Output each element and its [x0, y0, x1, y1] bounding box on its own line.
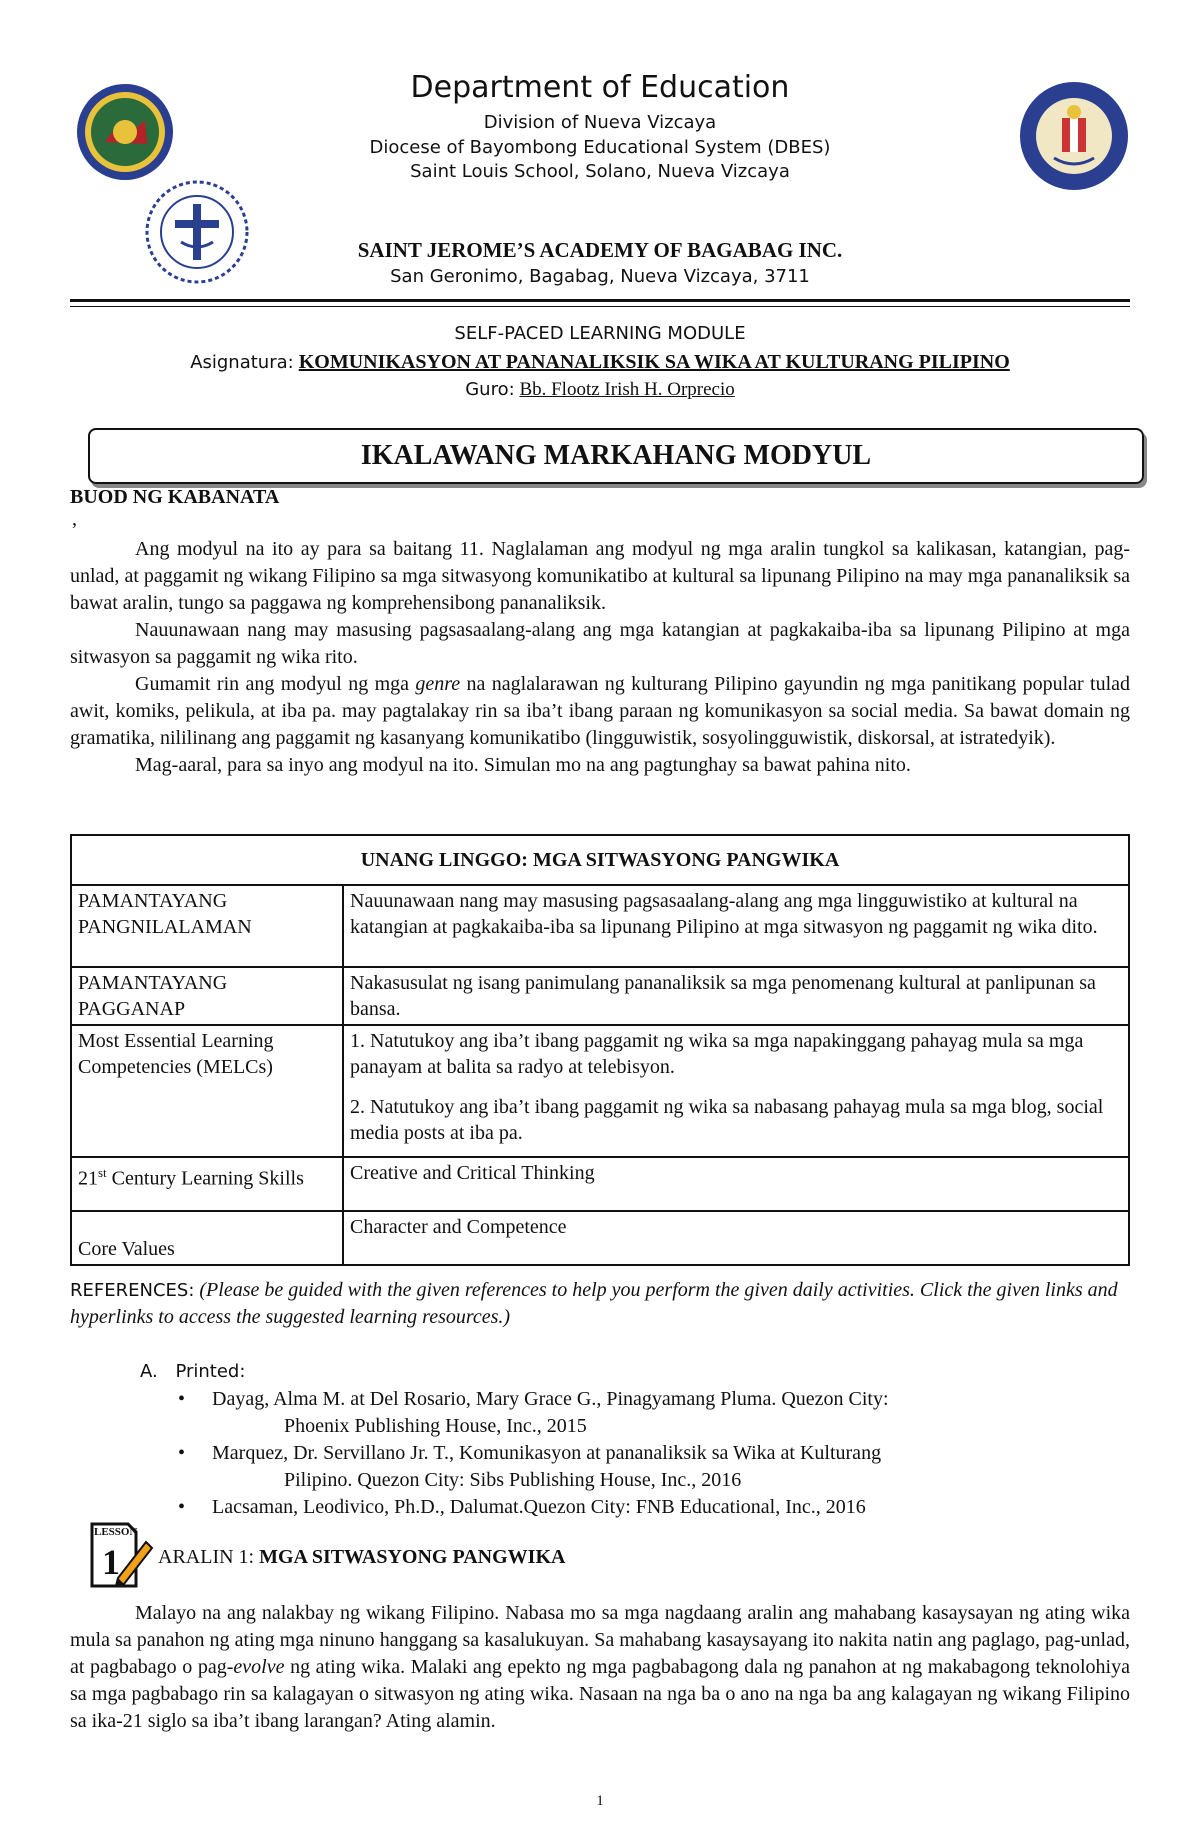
row-label-sup: st [98, 1165, 107, 1180]
summary-p3-a: Gumamit rin ang modyul ng mga [135, 673, 416, 695]
lesson-prefix: ARALIN 1: [158, 1546, 260, 1568]
banner-title: IKALAWANG MARKAHANG MODYUL [360, 440, 872, 471]
module-type: SELF-PACED LEARNING MODULE [454, 323, 746, 344]
competency-table [70, 834, 1130, 1266]
lesson-badge-number: 1 [102, 1542, 120, 1582]
reference-list [178, 1386, 1112, 1521]
list-item [178, 1494, 1112, 1521]
table-row [71, 885, 1129, 967]
melc-1: 1. Natutukoy ang iba’t ibang paggamit ng wika sa mga napakinggang pahayag mula sa mga panayam at balita sa radyo at telebisyon. [350, 1030, 1084, 1078]
row-label [71, 1157, 343, 1211]
summary-p3-b: na naglalarawan ng kulturang Pilipino gayundin ng mga panitikang popular tulad awit, komiks, pelikula, at iba pa. may pagtalakay rin sa iba’t ibang paraan ng komunikasyon sa social media. Sa bawat domain ng gramatika, nililinang ang paggamit ng kasanyang komunikatibo (lingguwistik, sosyolingguwistik, diskorsal, at istratedyik). [70, 673, 1131, 749]
reference-line: Dayag, Alma M. at Del Rosario, Mary Grace G., Pinagyamang Pluma. Quezon City: [212, 1388, 889, 1410]
references-note: (Please be guided with the given references to help you perform the given daily activities. Click the given links and hyperlinks to access the suggested learning resources.) [70, 1279, 1118, 1328]
competency-table-wrap [70, 834, 1130, 1266]
lesson-p-b: ng ating wika. Malaki ang epekto ng mga pagbabagong dala ng panahon at ng makabagong teknolohiya sa mga pagbabago rin sa kalagayan o sitwasyon ng ating wika. Nasaan na nga ba o ano na nga ba ang kalagayan ng wikang Filipino sa ika-21 siglo sa iba’t ibang larangan? Ating alamin. [70, 1656, 1130, 1732]
row-label: PAMANTAYANG PANGNILALAMAN [71, 885, 343, 967]
references-block [70, 1277, 1130, 1331]
table-title-row [71, 835, 1129, 885]
summary-heading: BUOD NG KABANATA [70, 486, 280, 508]
lesson-paragraph [70, 1600, 1130, 1735]
reference-line-2: Pilipino. Quezon City: Sibs Publishing House, Inc., 2016 [284, 1469, 742, 1491]
row-value: Nauunawaan nang may masusing pagsasaalang-alang ang mga lingguwistiko at kultural na katangian at pagkakaiba-iba sa lipunang Pilipino at mga sitwasyon ng paggamit ng wika dito. [343, 885, 1129, 967]
references-label: REFERENCES: [70, 1280, 195, 1301]
bullet: • [178, 1442, 186, 1464]
lesson-title-text: MGA SITWASYONG PANGWIKA [259, 1546, 566, 1568]
department-title: Department of Education [410, 70, 790, 105]
table-row [71, 1157, 1129, 1211]
reference-line: Marquez, Dr. Servillano Jr. T., Komunikasyon at pananaliksik sa Wika at Kulturang [212, 1442, 882, 1464]
summary-p3-genre: genre [415, 673, 461, 695]
row-label-num: 21 [78, 1167, 98, 1190]
row-value: Nakasusulat ng isang panimulang pananaliksik sa mga penomenang kultural at panlipunan sa bansa. [343, 967, 1129, 1025]
table-row [71, 967, 1129, 1025]
header-divider-thin [70, 306, 1130, 307]
lesson-title [158, 1544, 565, 1570]
lesson-badge [88, 1520, 154, 1592]
list-item [178, 1440, 1112, 1494]
academy-address: San Geronimo, Bagabag, Nueva Vizcaya, 3711 [390, 266, 810, 287]
summary-paragraph-4: Mag-aaral, para sa inyo ang modyul na ito. Simulan mo na ang pagtunghay sa bawat pahina nito. [135, 754, 911, 776]
teacher-name: Bb. Flootz Irish H. Orprecio [519, 379, 735, 400]
table-row [71, 1211, 1129, 1265]
reference-line: Lacsaman, Leodivico, Ph.D., Dalumat.Quezon City: FNB Educational, Inc., 2016 [212, 1496, 866, 1518]
subject-name: KOMUNIKASYON AT PANANALIKSIK SA WIKA AT KULTURANG PILIPINO [298, 351, 1010, 373]
summary-body [70, 536, 1130, 779]
subject-line [0, 350, 1200, 375]
reference-line-2: Phoenix Publishing House, Inc., 2015 [284, 1415, 587, 1437]
row-value [343, 1025, 1129, 1157]
row-value: Creative and Critical Thinking [343, 1157, 1129, 1211]
header-divider [70, 299, 1130, 302]
table-title: UNANG LINGGO: MGA SITWASYONG PANGWIKA [71, 835, 1129, 885]
teacher-line [0, 378, 1200, 402]
summary-paragraph-2: Nauunawaan nang may masusing pagsasaalang-alang ang mga katangian at pagkakaiba-iba sa lipunang Pilipino at mga sitwasyon sa paggamit ng wika rito. [70, 619, 1130, 668]
bullet: • [178, 1388, 186, 1410]
row-label: PAMANTAYANG PAGGANAP [71, 967, 343, 1025]
lesson-p-evolve: evolve [233, 1656, 285, 1678]
division-line: Division of Nueva Vizcaya [483, 112, 717, 133]
row-label: Core Values [71, 1211, 343, 1265]
summary-paragraph-1: Ang modyul na ito ay para sa baitang 11. Naglalaman ang modyul ng mga aralin tungkol sa kalikasan, katangian, pag-unlad, at paggamit ng wikang Filipino sa mga sitwasyong komunikatibo at kultural sa lipunang Pilipino na may mga pananaliksik sa bawat aralin, tungo sa paggawa ng komprehensibong pananaliksik. [70, 538, 1130, 614]
teacher-label: Guro: [465, 379, 515, 400]
subject-label: Asignatura: [190, 352, 294, 373]
school-line: Saint Louis School, Solano, Nueva Vizcaya [410, 161, 790, 182]
page-number: 1 [596, 1793, 604, 1809]
row-value: Character and Competence [343, 1211, 1129, 1265]
row-label: Most Essential Learning Competencies (MELCs) [71, 1025, 343, 1157]
printed-label: Printed: [175, 1361, 246, 1382]
table-row [71, 1025, 1129, 1157]
list-item [178, 1386, 1112, 1440]
lesson-p-a: Malayo na ang nalakbay ng wikang Filipino. Nabasa mo sa mga nagdaang aralin ang mahabang kasaysayan ng ating wika mula sa panahon ng ating mga ninuno hanggang sa kasalukuyan. Sa mahabang kasaysayang ito nakita natin ang paglago, pag-unlad, at pagbabago o pag- [70, 1602, 1130, 1678]
bullet: • [178, 1496, 186, 1518]
printed-marker: A. [140, 1361, 158, 1382]
diocese-line: Diocese of Bayombong Educational System (DBES) [369, 137, 831, 158]
row-label-text: Century Learning Skills [106, 1167, 304, 1190]
module-banner [88, 428, 1144, 484]
lesson-body [70, 1600, 1130, 1735]
summary-paragraph-3 [70, 671, 1130, 752]
lesson-badge-word: LESSON [94, 1526, 138, 1538]
printed-heading [140, 1360, 245, 1384]
summary-comma: , [72, 508, 77, 530]
academy-name: SAINT JEROME’S ACADEMY OF BAGABAG INC. [357, 238, 843, 262]
melc-2: 2. Natutukoy ang iba’t ibang paggamit ng wika sa nabasang pahayag mula sa mga blog, social media posts at iba pa. [350, 1096, 1104, 1144]
